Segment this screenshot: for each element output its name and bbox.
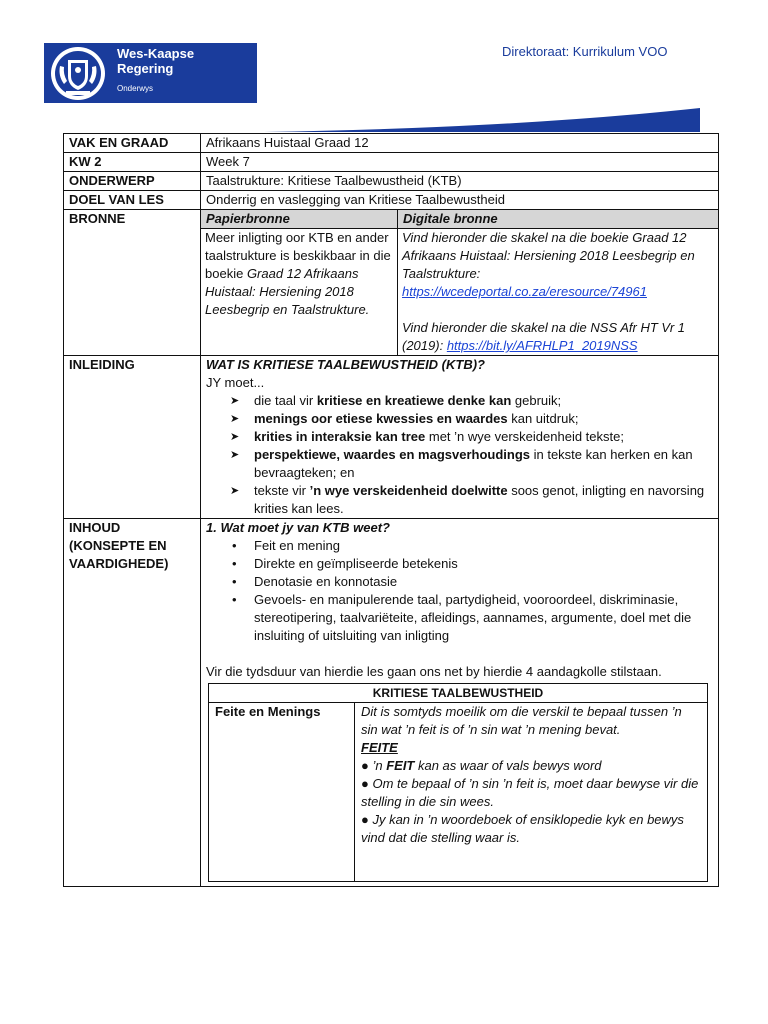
bronne-label: BRONNE <box>64 210 201 356</box>
inleiding-intro: JY moet... <box>206 375 265 390</box>
inhoud-label: INHOUD (KONSEPTE EN VAARDIGHEDE) <box>64 519 201 887</box>
bullet-dot-icon: • <box>232 538 237 553</box>
row-inleiding <box>64 356 719 519</box>
inhoud-note: Vir die tydsduur van hierdie les gaan ons net by hierdie 4 aandagkolle stilstaan. <box>206 664 662 679</box>
logo-line1: Wes-Kaapse <box>117 46 195 61</box>
arrow-bullet-icon: ➤ <box>230 413 240 425</box>
digital-sources-header: Digitale bronne <box>398 210 719 229</box>
kw-label: KW 2 <box>64 153 201 172</box>
inhoud-heading: 1. Wat moet jy van KTB weet? <box>206 520 390 535</box>
arrow-bullet-icon: ➤ <box>230 449 240 461</box>
arrow-bullet-icon: ➤ <box>230 395 240 407</box>
row-doel <box>64 191 719 210</box>
concept-list <box>206 537 713 645</box>
inleiding-heading: WAT IS KRITIESE TAALBEWUSTHEID (KTB)? <box>206 357 485 372</box>
list-item: • Feit en mening <box>232 538 340 553</box>
list-item: ➤ perspektiewe, waardes en magsverhoudings in tekste kan herken en kan bevraagteken; en <box>230 447 693 480</box>
feite-label: Feite en Menings <box>209 703 355 882</box>
feite-point: ● ’n FEIT kan as waar of vals bewys word <box>361 758 602 773</box>
list-item: ➤ krities in interaksie kan tree met ’n wye verskeidenheid tekste; <box>230 429 624 444</box>
digital-sources <box>398 229 719 356</box>
paper-sources <box>201 229 398 356</box>
inhoud-content <box>201 519 719 887</box>
onderwerp-label: ONDERWERP <box>64 172 201 191</box>
feite-point: ● Om te bepaal of ’n sin ’n feit is, moet daar bewyse vir die stelling in die sin wees. <box>361 776 699 809</box>
bullet-dot-icon: • <box>232 574 237 589</box>
list-item: • Denotasie en konnotasie <box>232 574 398 589</box>
arrow-bullet-icon: ➤ <box>230 431 240 443</box>
feite-content <box>355 703 708 882</box>
inleiding-label: INLEIDING <box>64 356 201 519</box>
paper-book-title: Graad 12 Afrikaans Huistaal: Hersiening 2018 Leesbegrip en Taalstrukture. <box>205 266 370 317</box>
logo-line2: Regering <box>117 61 174 76</box>
arrow-bullet-icon: ➤ <box>230 485 240 497</box>
digital-text2: Vind hieronder die skakel na die NSS Afr HT Vr 1 (2019): <box>402 320 686 353</box>
wcg-logo <box>44 43 257 103</box>
ktb-table <box>208 683 708 882</box>
row-inhoud <box>64 519 719 887</box>
doel-label: DOEL VAN LES <box>64 191 201 210</box>
digital-text1: Vind hieronder die skakel na die boekie Graad 12 Afrikaans Huistaal: Hersiening 2018 Leesbegrip en Taalstrukture: <box>402 230 695 281</box>
list-item: • Gevoels- en manipulerende taal, partydigheid, vooroordeel, diskriminasie, stereotipering, taalvariëteite, afleidings, aannames, argumente, doel met die insluiting of uitsluiting van inligting <box>232 592 692 643</box>
feite-intro: Dit is somtyds moeilik om die verskil te bepaal tussen ’n sin wat ’n feit is of ’n sin wat ’n mening bevat. <box>361 704 682 737</box>
directorate-title: Direktoraat: Kurrikulum VOO <box>502 44 668 59</box>
row-vak <box>64 134 719 153</box>
kw-value: Week 7 <box>201 153 719 172</box>
eresource-link[interactable]: https://wcedeportal.co.za/eresource/74961 <box>402 284 647 299</box>
feite-point: ● Jy kan in ’n woordeboek of ensiklopedie kyk en bewys vind dat die stelling waar is. <box>361 812 684 845</box>
header-swoosh <box>264 108 700 132</box>
paper-text: Meer inligting oor KTB en ander taalstrukture is beskikbaar in die boekie <box>205 230 391 281</box>
list-item: ➤ tekste vir ’n wye verskeidenheid doelwitte soos genot, inligting en navorsing krities kan lees. <box>230 483 705 516</box>
ktb-bullet-list <box>206 392 713 518</box>
list-item: ➤ die taal vir kritiese en kreatiewe denke kan gebruik; <box>230 393 562 408</box>
paper-sources-header: Papierbronne <box>201 210 398 229</box>
nss-link[interactable]: https://bit.ly/AFRHLP1_2019NSS <box>446 338 638 353</box>
vak-value: Afrikaans Huistaal Graad 12 <box>201 134 719 153</box>
row-bronne-head <box>64 210 719 229</box>
lesson-table <box>63 133 719 887</box>
row-kw <box>64 153 719 172</box>
list-item: ➤ menings oor etiese kwessies en waardes kan uitdruk; <box>230 411 579 426</box>
bullet-dot-icon: • <box>232 556 237 571</box>
bullet-dot-icon: • <box>232 592 237 607</box>
vak-label: VAK EN GRAAD <box>64 134 201 153</box>
ktb-table-title: KRITIESE TAALBEWUSTHEID <box>209 684 708 703</box>
onderwerp-value: Taalstrukture: Kritiese Taalbewustheid (KTB) <box>201 172 719 191</box>
logo-line3: Onderwys <box>117 84 154 93</box>
row-onderwerp <box>64 172 719 191</box>
coat-of-arms-icon <box>50 46 106 101</box>
list-item: • Direkte en geïmpliseerde betekenis <box>232 556 458 571</box>
doel-value: Onderrig en vaslegging van Kritiese Taalbewustheid <box>201 191 719 210</box>
feite-heading: FEITE <box>361 740 398 755</box>
inleiding-content <box>201 356 719 519</box>
